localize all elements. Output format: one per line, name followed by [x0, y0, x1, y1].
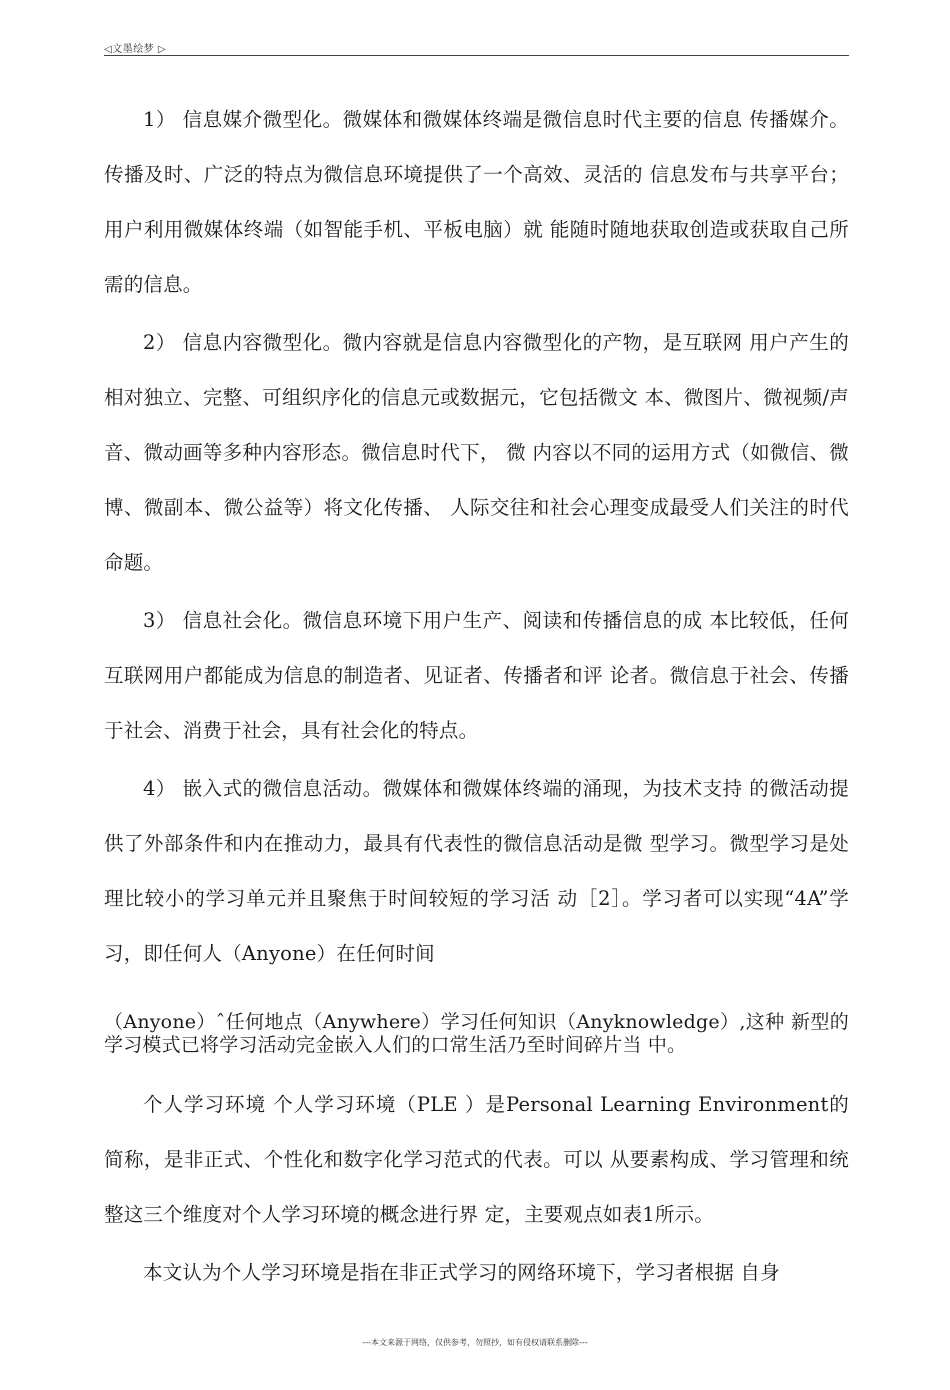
paragraph-1: 1） 信息媒介微型化。微媒体和微媒体终端是微信息时代主要的信息 传播媒介。传播及时、广泛的特点为微信息环境提供了一个高效、灵活的 信息发布与共享平台；用户利用微媒体终端（如智能手机、平板电脑）就 能随时随地获取创造或获取自己所需的信息。 [104, 108, 849, 296]
paragraph-4: 4） 嵌入式的微信息活动。微媒体和微媒体终端的涌现，为技术支持 的微活动提供了外部条件和内在推动力，最具有代表性的微信息活动是微 型学习。微型学习是处理比较小的学习单元并且聚焦于时间较短的学习活 动［2］。学习者可以实现“4A”学习，即任何人（Anyone）在任何时间 [104, 777, 849, 965]
paragraph-3: 3） 信息社会化。微信息环境下用户生产、阅读和传播信息的成 本比较低，任何互联网用户都能成为信息的制造者、见证者、传播者和评 论者。微信息于社会、传播于社会、消费于社会，具有社会化的特点。 [104, 609, 849, 742]
footer-disclaimer: ---本文来源于网络，仅供参考，勿照抄，如有侵权请联系删除--- [362, 1338, 588, 1347]
document-body [104, 92, 849, 1300]
header-text: ◁文墨绘梦 ▷ [104, 44, 167, 55]
paragraph-5: （Anyone）ˆ任何地点（Anywhere）学习任何知识（Anyknowledge）,这种 新型的学习模式已将学习活动完金嵌入人们的口常生活乃至时间碎片当 中。 [104, 1011, 849, 1056]
paragraph-6: 个人学习环境 个人学习环境（PLE ）是Personal Learning Environment的简称，是非正式、个性化和数字化学习范式的代表。可以 从要素构成、学习管理和统整这三个维度对个人学习环境的概念进行界 定，主要观点如表1所示。 [104, 1093, 849, 1226]
paragraph-7: 本文认为个人学习环境是指在非正式学习的网络环境下，学习者根据 自身 [143, 1261, 780, 1284]
paragraph-2: 2） 信息内容微型化。微内容就是信息内容微型化的产物，是互联网 用户产生的相对独立、完整、可组织序化的信息元或数据元，它包括微文 本、微图片、微视频/声音、微动画等多种内容形态。微信息时代下， 微 内容以不同的运用方式（如微信、微博、微副本、微公益等）将文化传播、 人际交往和社会心理变成最受人们关注的时代命题。 [104, 331, 849, 574]
header-divider [104, 55, 849, 56]
